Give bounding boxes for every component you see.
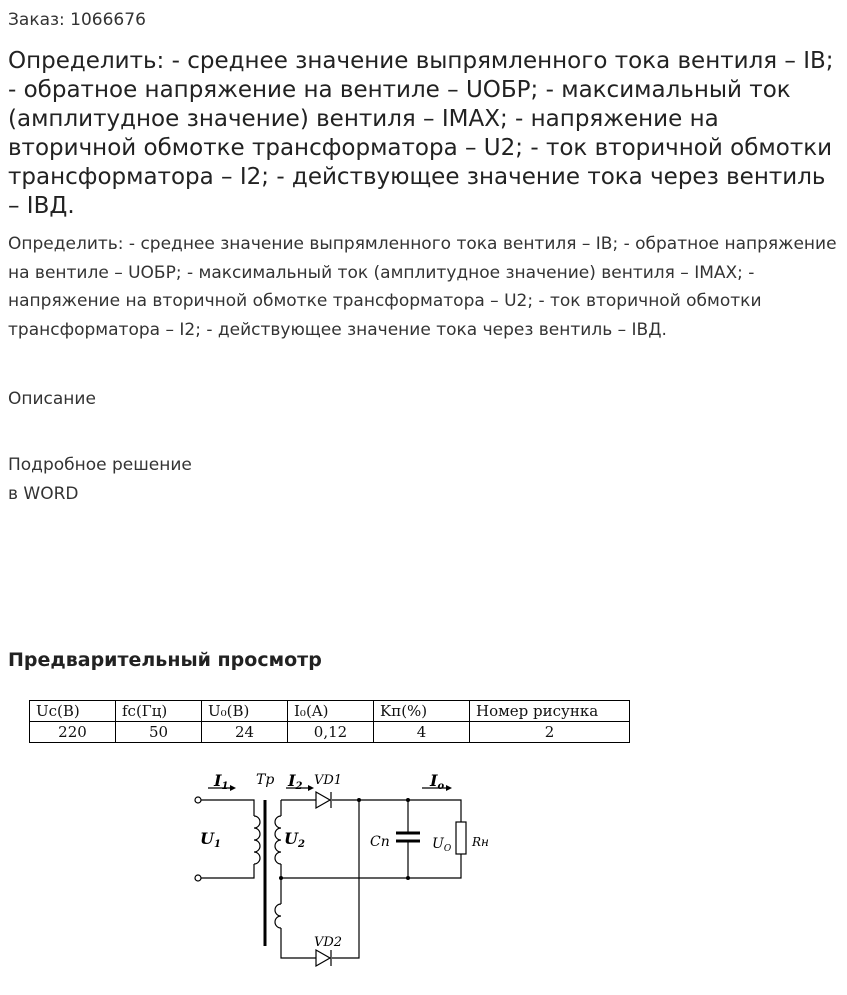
junction-dot — [406, 798, 410, 802]
load-resistor — [456, 822, 466, 854]
table-cell: 50 — [116, 722, 202, 743]
label-uo: $U_O$ — [432, 836, 452, 854]
input-terminal-bottom — [195, 875, 201, 881]
io-arrow-head — [446, 785, 452, 791]
table-header-row — [30, 701, 630, 722]
input-terminal-top — [195, 797, 201, 803]
diode-vd1 — [316, 792, 330, 808]
label-rn: Rн — [472, 835, 489, 849]
label-vd1: VD1 — [314, 773, 343, 788]
label-cn: Cn — [370, 834, 390, 850]
solution-note — [8, 451, 192, 509]
label-u1: U1 — [200, 829, 221, 850]
label-vd2: VD2 — [314, 935, 343, 950]
junction-dot — [406, 876, 410, 880]
input-wire-bottom — [201, 864, 254, 878]
table-header-cell: U₀(B) — [202, 701, 288, 722]
secondary-wire-bottom — [281, 928, 316, 958]
label-tp: Tp — [256, 772, 275, 788]
label-i1: I1 — [214, 771, 229, 792]
label-i2: I2 — [288, 771, 303, 792]
table-cell: 220 — [30, 722, 116, 743]
primary-winding — [254, 816, 260, 864]
diode-vd2 — [316, 950, 330, 966]
table-cell: 0,12 — [288, 722, 374, 743]
table-cell: 24 — [202, 722, 288, 743]
junction-dot — [357, 798, 361, 802]
table-header-cell: Uc(B) — [30, 701, 116, 722]
order-number: Заказ: 1066676 — [8, 10, 146, 30]
table-cell: 2 — [470, 722, 630, 743]
table-header-cell: Номер рисунка — [470, 701, 630, 722]
table-cell: 4 — [374, 722, 470, 743]
input-wire-top — [201, 800, 254, 816]
table-header-cell: Kп(%) — [374, 701, 470, 722]
description-text: Определить: - среднее значение выпрямленного тока вентиля – IВ; - обратное напряжение на вентиле – UОБР; - максимальный ток (амплитудное значение) вентиля – IMAX; - напряжение на вторичной обмотке трансформатора – U2; - ток вторичной обмотки трансформатора – I2; - действующее значение тока через вентиль – IВД. — [8, 234, 837, 340]
rectifier-circuit-diagram — [170, 766, 510, 972]
output-rail-top — [332, 800, 461, 822]
table-row — [30, 722, 630, 743]
output-rail-bottom — [281, 854, 461, 878]
solution-line-2: в WORD — [8, 484, 79, 504]
label-u2: U2 — [284, 829, 305, 850]
description-label: Описание — [8, 389, 96, 409]
table-header-cell: I₀(A) — [288, 701, 374, 722]
preview-heading: Предварительный просмотр — [8, 649, 322, 671]
parameters-table — [29, 700, 630, 743]
label-io: Io — [430, 771, 445, 792]
table-header-cell: fc(Гц) — [116, 701, 202, 722]
i1-arrow-head — [230, 785, 236, 791]
secondary-winding-lower — [275, 904, 281, 928]
junction-dot — [279, 876, 283, 880]
page-title: Определить: - среднее значение выпрямленного тока вентиля – IВ; - обратное напряжение на вентиле – UОБР; - максимальный ток (амплитудное значение) вентиля – IMAX; - напряжение на вторичной обмотке трансформатора – U2; - ток вторичной обмотки трансформатора – I2; - действующее значение тока через вентиль – IВД. — [8, 48, 834, 219]
secondary-winding-upper — [275, 816, 281, 864]
solution-line-1: Подробное решение — [8, 455, 192, 475]
